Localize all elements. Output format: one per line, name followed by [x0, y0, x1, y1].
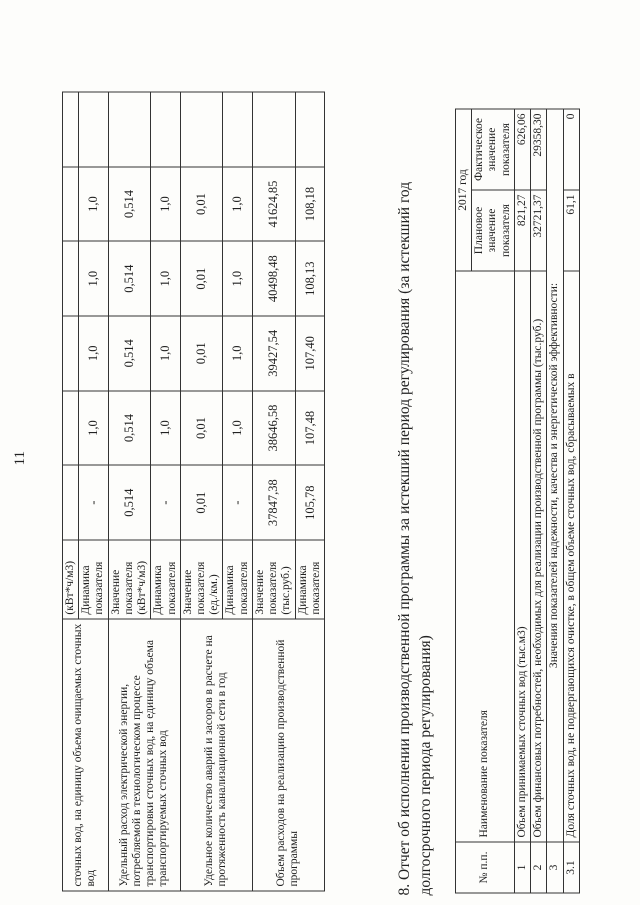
indicator-value: 108,13: [295, 241, 324, 316]
indicator-value: 0,514: [108, 390, 151, 465]
col-plan-header: Плановое значение показателя: [472, 190, 515, 271]
indicator-value: 39427,54: [252, 316, 295, 391]
indicator-value: 0,514: [108, 316, 151, 391]
table-row: [63, 92, 79, 891]
col-fact-header: Фактическое значение показателя: [472, 109, 515, 190]
row-name: Доля сточных вод, не подвергающихся очистке, в общем объеме сточных вод, сбрасываемых в: [563, 271, 579, 842]
program-report-table: [455, 108, 580, 893]
indicator-name: Удельный расход электрической энергии, потребляемой в технологическом процессе транспортировки сточных вод, на единицу объема транспортируемых сточных вод: [108, 619, 180, 891]
page-number: 11: [12, 450, 28, 465]
indicator-value: 1,0: [151, 166, 180, 241]
indicator-value: [295, 92, 324, 167]
year-header: 2017 год: [456, 109, 472, 271]
table-row: [563, 109, 579, 893]
indicator-value: 107,40: [295, 316, 324, 391]
indicator-value: 1,0: [79, 241, 108, 316]
row-number: 2: [531, 842, 547, 893]
indicator-unit: Динамика показателя: [79, 540, 108, 619]
table-row: [252, 92, 295, 891]
table-row: [108, 92, 151, 891]
section-subheading: Значения показателей надежности, качества и энергетической эффективности:: [547, 109, 563, 842]
indicator-value: [180, 92, 223, 167]
indicators-table: [62, 91, 325, 891]
fact-value: 0: [563, 109, 579, 190]
indicator-value: [63, 465, 79, 540]
indicator-value: 1,0: [79, 166, 108, 241]
indicator-value: 0,514: [108, 241, 151, 316]
indicator-value: [63, 241, 79, 316]
indicator-value: 1,0: [223, 316, 252, 391]
indicator-name: Удельное количество аварий и засоров в расчете на протяженность канализационной сети в год: [180, 619, 252, 891]
indicator-value: 0,01: [180, 316, 223, 391]
indicator-value: [223, 92, 252, 167]
indicator-value: -: [79, 465, 108, 540]
row-number: 3.1: [563, 842, 579, 893]
indicator-value: 1,0: [79, 316, 108, 391]
indicator-unit: Динамика показателя: [223, 540, 252, 619]
indicator-unit: Динамика показателя: [295, 540, 324, 619]
indicator-value: 40498,48: [252, 241, 295, 316]
indicator-unit: Значение показателя (тыс.руб.): [252, 540, 295, 619]
indicator-value: -: [223, 465, 252, 540]
row-name: Объем принимаемых сточных вод (тыс.м3): [514, 271, 530, 842]
indicator-value: 0,514: [108, 465, 151, 540]
indicator-value: 41624,85: [252, 166, 295, 241]
table-row: [514, 109, 530, 893]
indicator-value: 1,0: [151, 316, 180, 391]
fact-value: 626,06: [514, 109, 530, 190]
indicator-value: [63, 92, 79, 167]
col-name-header: Наименование показателя: [456, 271, 515, 842]
row-name: Объем финансовых потребностей, необходимых для реализации производственной программы (тыс.руб.): [531, 271, 547, 842]
indicator-name: сточных вод, на единицу объема очищаемых сточных вод: [63, 619, 109, 891]
indicator-unit: Значение показателя (ед./км.): [180, 540, 223, 619]
indicator-value: 0,514: [108, 166, 151, 241]
row-number: 1: [514, 842, 530, 893]
table-row: [531, 109, 547, 893]
col-number-header: № п.п.: [456, 842, 515, 893]
indicator-value: 1,0: [223, 166, 252, 241]
plan-value: 61,1: [563, 190, 579, 271]
table-row: [547, 109, 563, 893]
indicator-value: 38646,58: [252, 390, 295, 465]
indicator-unit: (кВт*ч/м3): [63, 540, 79, 619]
indicator-value: 1,0: [223, 241, 252, 316]
indicator-value: [63, 316, 79, 391]
indicator-unit: Динамика показателя: [151, 540, 180, 619]
table-row: [180, 92, 223, 891]
indicator-value: 108,18: [295, 166, 324, 241]
indicator-value: 107,48: [295, 390, 324, 465]
plan-value: 821,27: [514, 190, 530, 271]
indicator-name: Объем расходов на реализацию производственной программы: [252, 619, 324, 891]
section-heading: 8. Отчет об исполнении производственной программы за истекший период регулирования (за истекший год долгосрочного периода регулирования): [396, 181, 434, 895]
fact-value: 29358,30: [531, 109, 547, 190]
indicator-value: 0,01: [180, 166, 223, 241]
indicator-value: [151, 92, 180, 167]
indicator-value: [63, 390, 79, 465]
indicator-value: 0,01: [180, 390, 223, 465]
indicator-unit: Значение показателя (кВт*ч/м3): [108, 540, 151, 619]
indicator-value: 1,0: [151, 390, 180, 465]
indicator-value: 0,01: [180, 241, 223, 316]
indicator-value: 1,0: [223, 390, 252, 465]
indicator-value: 105,78: [295, 465, 324, 540]
row-number: 3: [547, 842, 563, 893]
indicator-value: [108, 92, 151, 167]
indicator-value: 37847,38: [252, 465, 295, 540]
indicator-value: [79, 92, 108, 167]
indicator-value: [63, 166, 79, 241]
indicator-value: 0,01: [180, 465, 223, 540]
plan-value: 32721,37: [531, 190, 547, 271]
indicator-value: [252, 92, 295, 167]
indicator-value: 1,0: [151, 241, 180, 316]
indicator-value: -: [151, 465, 180, 540]
indicator-value: 1,0: [79, 390, 108, 465]
